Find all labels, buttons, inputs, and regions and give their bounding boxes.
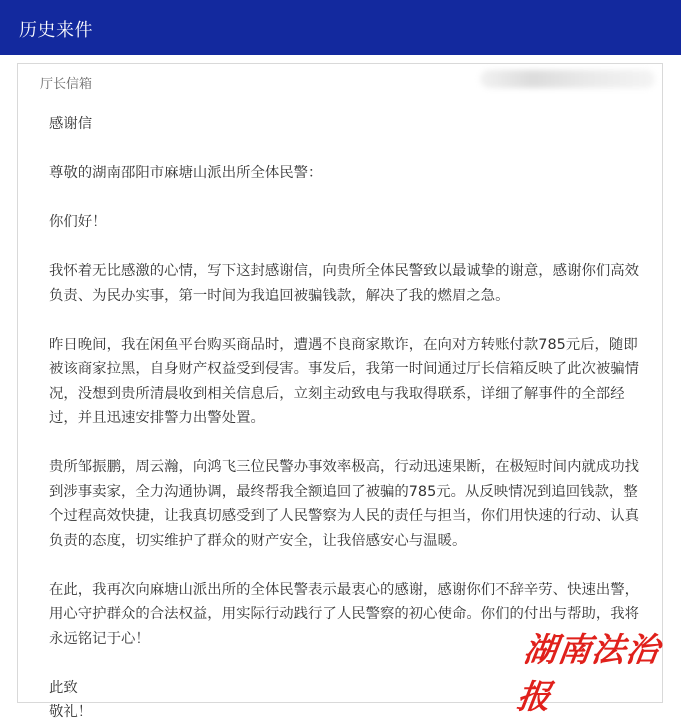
letter-paragraph: 我怀着无比感激的心情，写下这封感谢信，向贵所全体民警致以最诚挚的谢意，感谢你们高效负责、为民办实事，第一时间为我追回被骗钱款，解决了我的燃眉之急。 — [49, 263, 640, 304]
newspaper-watermark-logo: 湖南法治报 — [514, 630, 663, 716]
redacted-info — [480, 70, 655, 88]
letter-paragraph: 昨日晚间，我在闲鱼平台购买商品时，遭遇不良商家欺诈，在向对方转账付款785元后，随即被该商家拉黑，自身财产权益受到侵害。事发后，我第一时间通过厅长信箱反映了此次被骗情况，没想到贵所清晨收到相关信息后，立刻主动致电与我取得联系，详细了解事件的全部经过，并且迅速安排警力出警处置。 — [49, 336, 640, 426]
letter-paragraph: 在此，我再次向麻塘山派出所的全体民警表示最衷心的感谢，感谢你们不辞辛劳、快速出警，用心守护群众的合法权益，用实际行动践行了人民警察的初心使命。你们的付出与帮助，我将永远铭记于心！ — [49, 581, 640, 647]
letter-closing-2: 敬礼！ — [49, 704, 93, 720]
letter-title: 感谢信 — [49, 116, 93, 132]
header-bar — [0, 0, 681, 55]
letter-paragraph: 贵所邹振鹏，周云瀚，向鸿飞三位民警办事效率极高，行动迅速果断，在极短时间内就成功找到涉事卖家，全力沟通协调，最终帮我全额追回了被骗的785元。从反映情况到追回钱款，整个过程高效快捷，让我真切感受到了人民警察为人民的责任与担当，你们用快速的行动、认真负责的态度，切实维护了群众的财产安全，让我倍感安心与温暖。 — [49, 459, 640, 549]
letter-closing: 此致 — [49, 679, 78, 696]
letter-greeting: 你们好！ — [49, 214, 107, 230]
page-title: 历史来件 — [19, 20, 93, 41]
letter-salutation: 尊敬的湖南邵阳市麻塘山派出所全体民警： — [49, 165, 323, 181]
card-label: 厅长信箱 — [40, 77, 93, 92]
